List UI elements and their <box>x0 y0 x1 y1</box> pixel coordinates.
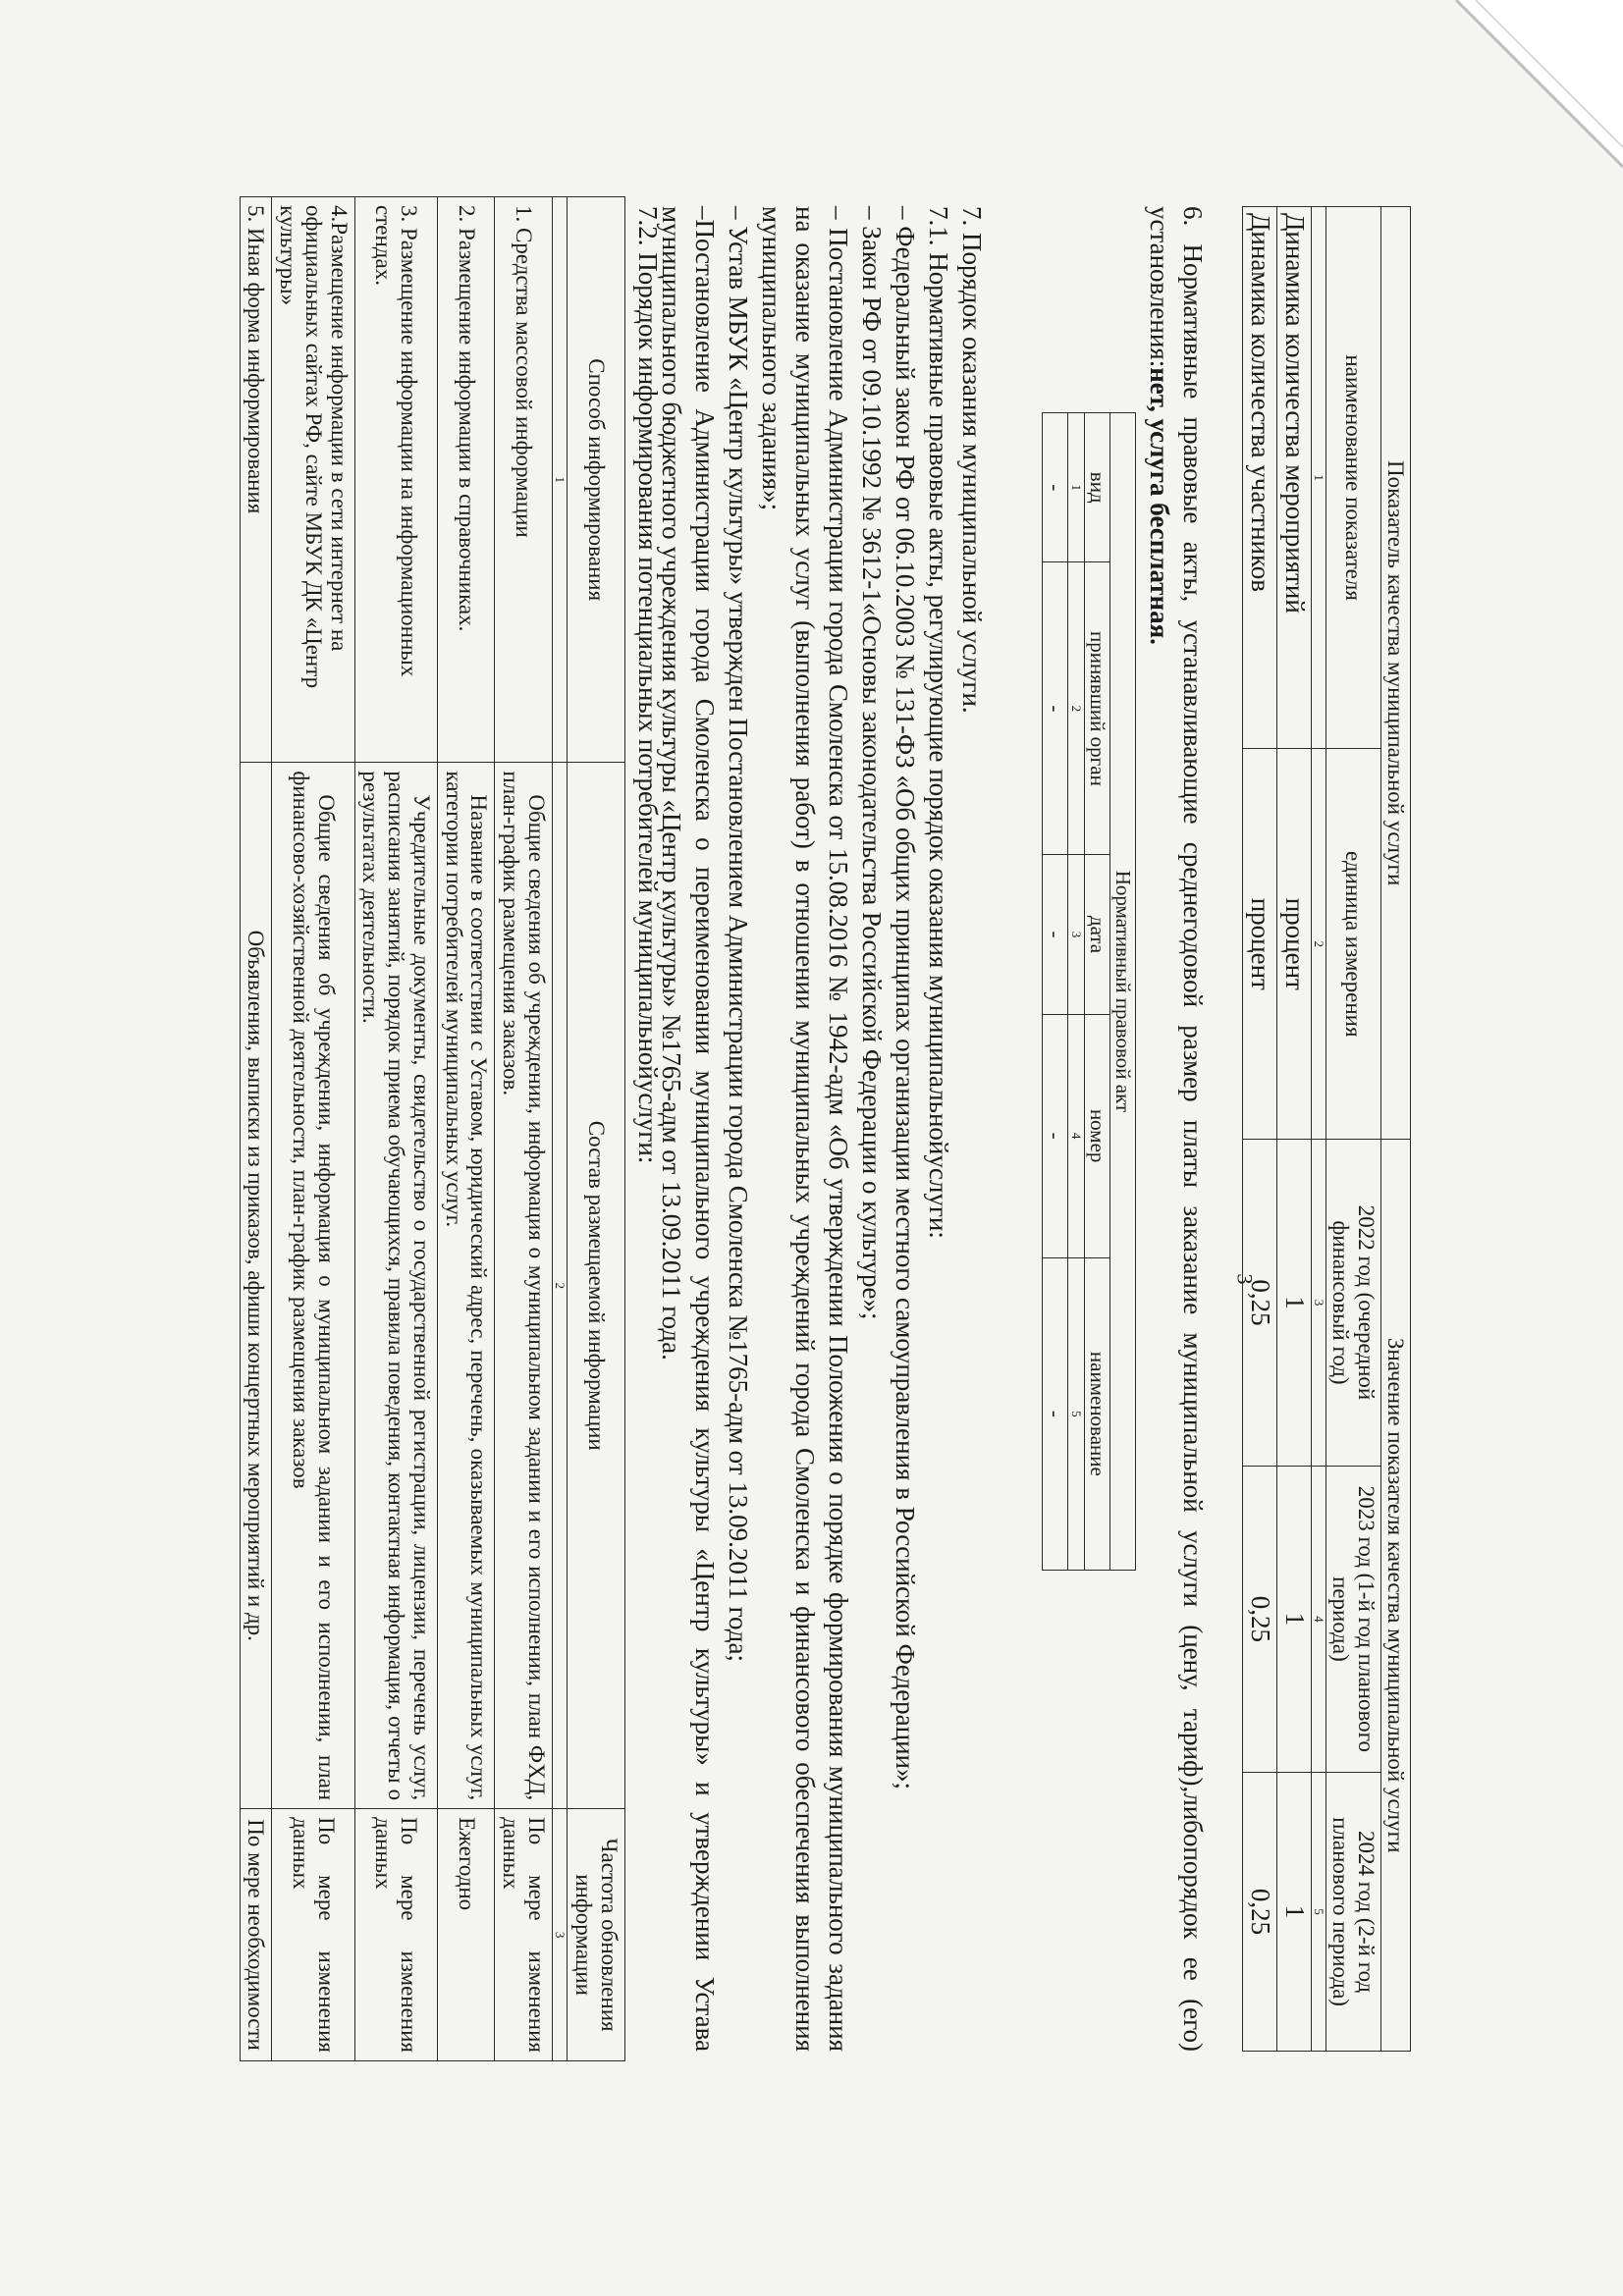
column-number: 3 <box>1311 1140 1325 1466</box>
header-date: дата <box>1085 855 1110 1014</box>
table-row <box>1277 207 1312 2052</box>
header-type: вид <box>1085 413 1110 562</box>
table-row <box>1043 413 1068 1571</box>
info-content: Учредительные документы, свидетельство о государственной регистрации, лицензии, перечень услуг, расписания занятий, порядок приема обучающихся, правила поведения, контактная информация, отчеты о результатах деятельности. <box>354 763 437 1809</box>
indicator-unit: процент <box>1243 749 1277 1140</box>
column-number: 4 <box>1311 1466 1325 1772</box>
header-authority: принявший орган <box>1085 562 1110 855</box>
header-unit: единица измерения <box>1326 749 1381 1140</box>
rotated-content <box>174 196 1411 2061</box>
empty-cell: - <box>1043 413 1068 562</box>
section-7 <box>655 206 989 2052</box>
header-content: Состав размещаемой информации <box>568 763 625 1809</box>
header-frequency: Частота обновления информации <box>568 1809 625 2061</box>
column-number: 2 <box>552 763 568 1809</box>
table-row <box>240 197 272 2061</box>
indicator-value-2023: 1 <box>1277 1466 1312 1772</box>
indicator-value-2024: 1 <box>1277 1773 1312 2052</box>
quality-indicator-table <box>1242 206 1411 2052</box>
legal-act-item: – Федеральный закон РФ от 06.10.2003 № 131-ФЗ «Об общих принципах организации местного самоуправления в Российской Федерации»; <box>891 206 920 1790</box>
header-year-3: 2024 год (2-й год планового периода) <box>1326 1773 1381 2052</box>
legal-act-item: – Закон РФ от 09.10.1992 № 3612-1«Основы законодательства Российской Федерации о культуре»; <box>857 206 887 1320</box>
legal-table-title: Нормативный правовой акт <box>1110 413 1136 1571</box>
info-content: Объявления, выписки из приказов, афиши концертных мероприятий и др. <box>240 763 272 1809</box>
info-method: 5. Иная форма информирования <box>240 197 272 763</box>
indicator-value-2023: 0,25 <box>1243 1466 1277 1772</box>
info-method: 4.Размещение информации в сети интернет на официальных сайтах РФ, сайте МБУК ДК «Центр культуры» <box>272 197 354 763</box>
info-content: Общие сведения об учреждении, информация о муниципальном задании и его исполнении, план ФХД, план-график размещения заказов. <box>495 763 553 1809</box>
empty-cell: - <box>1043 855 1068 1014</box>
column-number: 3 <box>1068 855 1085 1014</box>
info-frequency: Ежегодно <box>437 1809 495 2061</box>
header-year-2: 2023 год (1-й год планового периода) <box>1326 1466 1381 1772</box>
header-number: номер <box>1085 1014 1110 1257</box>
page-number: 3 <box>1232 1273 1258 1285</box>
legal-act-item: – Постановление Администрации города Смоленска от 15.08.2016 № 1942-адм «Об утверждении Положения о порядке формирования муниципального задания на оказание муниципальных услуг (выполнения работ) в отношении муниципальных учреждений города Смоленска и финансового обеспечения выполнения муниципального задания»; <box>757 206 853 2052</box>
header-value-group: Значение показателя качества муниципальной услуги <box>1380 1140 1410 2052</box>
column-number: 4 <box>1068 1014 1085 1257</box>
section-6-answer: нет, услуга бесплатная. <box>1145 367 1174 645</box>
column-number: 1 <box>1068 413 1085 562</box>
info-method: 1. Средства массовой информации <box>495 197 553 763</box>
column-number: 5 <box>1311 1773 1325 2052</box>
header-indicator-name: наименование показателя <box>1326 207 1381 749</box>
indicator-value-2024: 0,25 <box>1243 1773 1277 2052</box>
indicator-name: Динамика количества участников <box>1243 207 1277 749</box>
info-content: Название в соответствии с Уставом, юридический адрес, перечень, оказываемых муниципальных услуг, категории потребителей муниципальных услуг. <box>437 763 495 1809</box>
info-frequency: По мере изменения данных <box>495 1809 553 2061</box>
empty-cell: - <box>1043 562 1068 855</box>
header-method: Способ информирования <box>568 197 625 763</box>
table-row <box>1243 207 1277 2052</box>
header-title: наименование <box>1085 1257 1110 1570</box>
section-7-2-title: 7.2. Порядок информирования потенциальных потребителей муниципальнойуслуги: <box>633 206 663 1164</box>
legal-act-item: – Устав МБУК «Центр культуры» утвержден Постановлением Администрации города Смоленска №1765-адм от 13.09.2011 года; <box>724 206 753 1662</box>
legal-act-table <box>1042 412 1136 1571</box>
column-number: 1 <box>552 197 568 763</box>
info-method: 3. Размещение информации на информационных стендах. <box>354 197 437 763</box>
indicator-name: Динамика количества мероприятий <box>1277 207 1312 749</box>
header-year-1: 2022 год (очередной финансовый год) <box>1326 1140 1381 1466</box>
table-row <box>272 197 354 2061</box>
column-number: 1 <box>1311 207 1325 749</box>
indicator-value-2022: 1 <box>1277 1140 1312 1466</box>
table-row <box>495 197 553 2061</box>
info-method: 2. Размещение информации в справочниках. <box>437 197 495 763</box>
indicator-unit: процент <box>1277 749 1312 1140</box>
section-6-paragraph <box>1143 206 1210 2052</box>
info-frequency: По мере изменения данных <box>354 1809 437 2061</box>
information-methods-table <box>240 196 625 2061</box>
empty-cell: - <box>1043 1257 1068 1570</box>
column-number: 5 <box>1068 1257 1085 1570</box>
header-indicator-group: Показатель качества муниципальной услуги <box>1380 207 1410 1140</box>
column-number: 2 <box>1068 562 1085 855</box>
info-frequency: По мере изменения данных <box>272 1809 354 2061</box>
legal-act-item: –Постановление Администрации города Смоленска о переименовании муниципального учреждения культуры «Центр культуры» и утверждении Устава муниципального бюджетного учреждения культуры «Центр культуры» №1765-адм от 13.09.2011 года. <box>657 206 720 2052</box>
info-content: Общие сведения об учреждении, информация о муниципальном задании и его исполнении, план финансово-хозяйственной деятельности, план-график размещения заказов <box>272 763 354 1809</box>
indicator-value-2022: 0,25 <box>1243 1140 1277 1466</box>
section-6-text: 6. Нормативные правовые акты, устанавливающие среднегодовой размер платы заказание муниципальной услуги (цену, тариф),либопорядок ее (его) установления: <box>1145 206 1208 2052</box>
empty-cell: - <box>1043 1014 1068 1257</box>
table-row <box>354 197 437 2061</box>
section-7-title: 7. Порядок оказания муниципальной услуги. <box>957 206 987 714</box>
column-number: 2 <box>1311 749 1325 1140</box>
table-row <box>437 197 495 2061</box>
column-number: 3 <box>552 1809 568 2061</box>
section-7-1-title: 7.1. Нормативные правовые акты, регулирующие порядок оказания муниципальнойуслуги: <box>924 206 953 1239</box>
info-frequency: По мере необходимости <box>240 1809 272 2061</box>
